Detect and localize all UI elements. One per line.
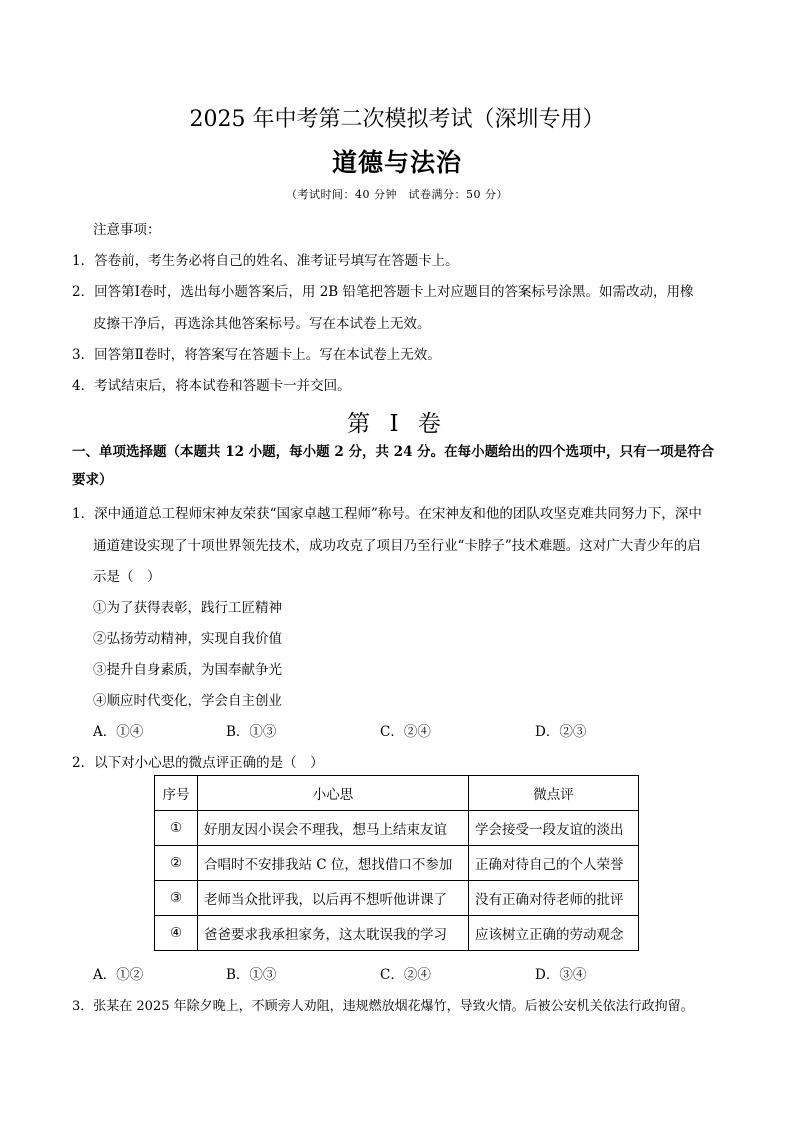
- table-cell: ④: [155, 916, 198, 951]
- q1-statement-3: ③提升自身素质，为国奉献争光: [93, 662, 282, 678]
- table-cell: ②: [155, 846, 198, 881]
- note-text: 答卷前，考生务必将自己的姓名、准考证号填写在答题卡上。: [94, 253, 459, 269]
- note-item-4: [72, 374, 351, 394]
- note-num: 4．: [72, 378, 95, 394]
- q2-table: [154, 775, 639, 951]
- q2-number: 2．: [72, 755, 95, 771]
- q2-option-d: D．③④: [535, 967, 587, 983]
- q3-stem-line1: [72, 995, 694, 1014]
- q2-stem: [72, 751, 324, 771]
- note-text: 回答第Ⅱ卷时，将答案写在答题卡上。写在本试卷上无效。: [94, 347, 441, 363]
- q1-option-c: C．②④: [380, 724, 431, 740]
- table-row: [155, 916, 639, 951]
- q1-stem-line1: [72, 502, 702, 522]
- note-item-1: [72, 249, 459, 269]
- table-row: [155, 811, 639, 846]
- note-item-3: [72, 343, 441, 363]
- q1-statement-4: ④顺应时代变化，学会自主创业: [93, 693, 282, 709]
- note-num: 1．: [72, 253, 95, 269]
- q1-stem-line3: 示是（ ）: [93, 569, 161, 585]
- q1-option-d: D．②③: [535, 724, 587, 740]
- q2-text: 以下对小心思的微点评正确的是（ ）: [94, 755, 324, 771]
- q1-statement-2: ②弘扬劳动精神，实现自我价值: [93, 631, 282, 647]
- q2-option-c: C．②④: [380, 967, 431, 983]
- exam-info: （考试时间：40 分钟 试卷满分：50 分）: [286, 188, 508, 201]
- section-title: 第 I 卷: [347, 411, 447, 437]
- table-cell: ①: [155, 811, 198, 846]
- note-text: 回答第Ⅰ卷时，选出每小题答案后，用 2B 铅笔把答题卡上对应题目的答案标号涂黑。如需改动，用橡: [94, 284, 694, 300]
- exam-title: 2025 年中考第二次模拟考试（深圳专用）: [189, 107, 605, 132]
- q1-text: 深中通道总工程师宋神友荣获“国家卓越工程师”称号。在宋神友和他的团队攻坚克难共同努力下，深中: [94, 506, 702, 522]
- table-header-cell: 序号: [155, 776, 198, 811]
- table-cell: 没有正确对待老师的批评: [469, 881, 639, 916]
- notes-heading: 注意事项：: [93, 222, 161, 238]
- q3-number: 3．: [72, 999, 94, 1014]
- note-item-2-cont: 皮擦干净后，再选涂其他答案标号。写在本试卷上无效。: [93, 316, 431, 332]
- table-row: [155, 846, 639, 881]
- q1-number: 1．: [72, 506, 95, 522]
- table-header-cell: 微点评: [469, 776, 639, 811]
- q3-text: 张某在 2025 年除夕晚上，不顾旁人劝阻，违规燃放烟花爆竹，导致火情。后被公安机关依法行政拘留。: [93, 999, 694, 1014]
- note-num: 3．: [72, 347, 95, 363]
- table-row: [155, 881, 639, 916]
- note-text: 考试结束后，将本试卷和答题卡一并交回。: [94, 378, 351, 394]
- q2-option-a: A．①②: [93, 967, 144, 983]
- table-cell: 应该树立正确的劳动观念: [469, 916, 639, 951]
- q2-option-b: B．①③: [226, 967, 277, 983]
- subject-title: 道德与法治: [331, 148, 462, 177]
- part-one-heading-cont: 要求）: [72, 472, 113, 488]
- table-cell: 老师当众批评我，以后再不想听他讲课了: [198, 881, 469, 916]
- table-cell: 爸爸要求我承担家务，这太耽误我的学习: [198, 916, 469, 951]
- table-header-cell: 小心思: [198, 776, 469, 811]
- table-cell: 好朋友因小误会不理我，想马上结束友谊: [198, 811, 469, 846]
- table-cell: ③: [155, 881, 198, 916]
- table-cell: 正确对待自己的个人荣誉: [469, 846, 639, 881]
- part-one-heading: 一、单项选择题（本题共 12 小题，每小题 2 分，共 24 分。在每小题给出的四个选项中，只有一项是符合: [72, 444, 715, 460]
- table-header-row: [155, 776, 639, 811]
- q1-option-b: B．①③: [226, 724, 277, 740]
- q1-statement-1: ①为了获得表彰，践行工匠精神: [93, 600, 282, 616]
- q1-option-a: A．①④: [93, 724, 144, 740]
- table-cell: 学会接受一段友谊的淡出: [469, 811, 639, 846]
- q1-stem-line2: 通道建设实现了十项世界领先技术，成功攻克了项目乃至行业“卡脖子”技术难题。这对广大青少年的启: [93, 538, 701, 554]
- note-num: 2．: [72, 284, 95, 300]
- table-cell: 合唱时不安排我站 C 位，想找借口不参加: [198, 846, 469, 881]
- note-item-2: [72, 280, 694, 300]
